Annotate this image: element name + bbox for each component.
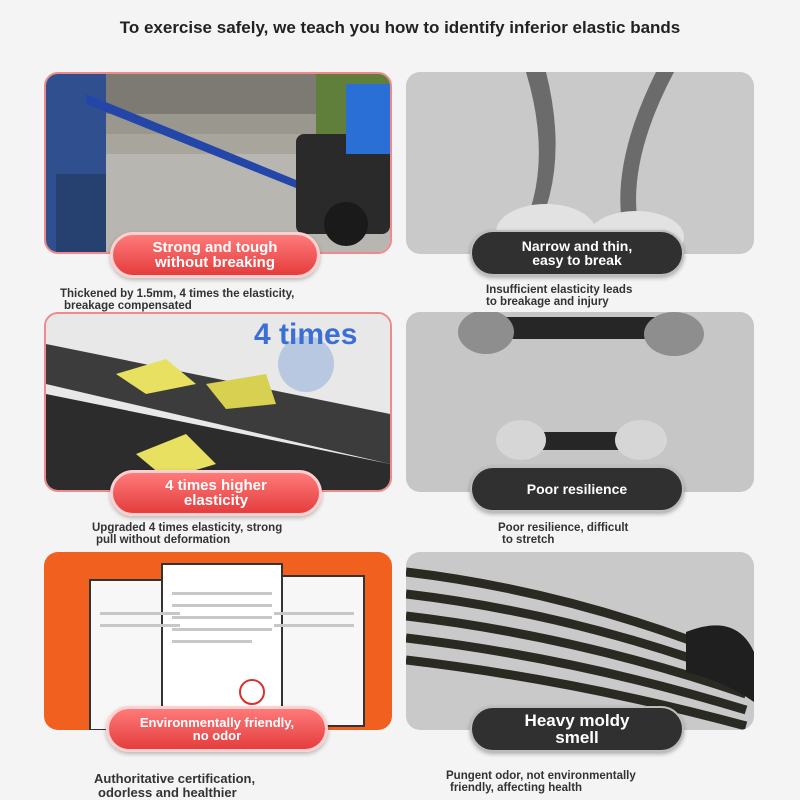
elasticity-caption: Upgraded 4 times elasticity, strong pull without deformation xyxy=(92,522,283,547)
tough-caption: Thickened by 1.5mm, 4 times the elasticity, breakage compensated xyxy=(60,288,295,313)
moldy-label: Heavy moldy smell xyxy=(470,706,684,752)
tough-label: Strong and tough without breaking xyxy=(110,232,320,278)
thin-label: Narrow and thin, easy to break xyxy=(470,230,684,276)
eco-caption: Authoritative certification, odorless and healthier xyxy=(94,771,256,800)
headline: To exercise safely, we teach you how to identify inferior elastic bands xyxy=(119,18,681,37)
elasticity-label: 4 times higher elasticity xyxy=(110,470,322,516)
thin-band-photo xyxy=(406,72,754,254)
thin-caption: Insufficient elasticity leads to breakage and injury xyxy=(486,284,633,309)
moldy-band-photo xyxy=(406,552,754,730)
four-times-overlay: 4 times xyxy=(254,318,358,351)
eco-label: Environmentally friendly, no odor xyxy=(106,706,328,752)
resilience-band-photo xyxy=(406,312,754,492)
resilience-caption: Poor resilience, difficult to stretch xyxy=(498,522,629,547)
moldy-caption: Pungent odor, not environmentally friendly, affecting health xyxy=(446,770,636,795)
resilience-label: Poor resilience xyxy=(470,466,684,512)
certificate-photo xyxy=(44,552,392,730)
tough-band-photo xyxy=(44,72,392,254)
